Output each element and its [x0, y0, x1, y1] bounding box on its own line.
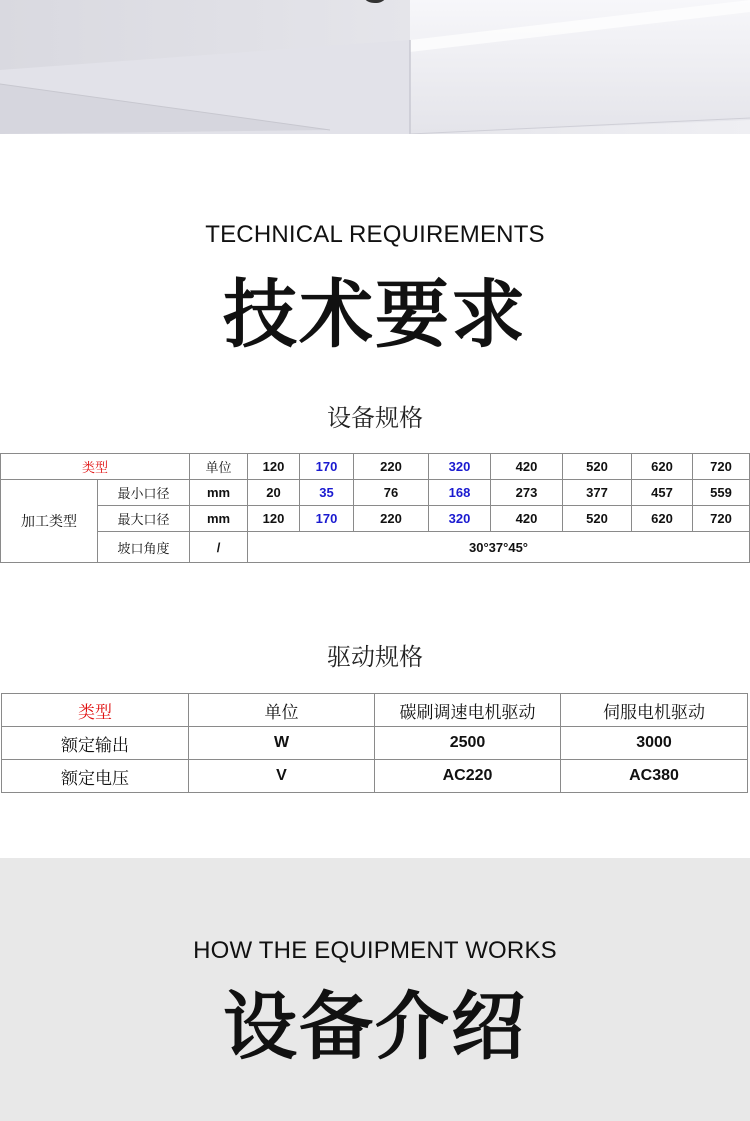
value-cell: 720 [693, 506, 750, 532]
equipment-spec-table [0, 453, 750, 563]
row-unit-cell: W [189, 727, 375, 760]
row-unit-cell: / [190, 532, 248, 563]
equipment-spec-title: 设备规格 [327, 404, 423, 432]
model-header-cell: 720 [693, 454, 750, 480]
technical-requirements-chinese-title: 技术要求 [223, 272, 527, 358]
row-label-cell: 额定电压 [2, 760, 189, 793]
equipment-table-header-row [1, 454, 750, 480]
machine-photo-graphic [0, 0, 750, 134]
table-row [1, 480, 750, 506]
drive-table-header-row [2, 694, 748, 727]
value-cell: 20 [248, 480, 300, 506]
brush-motor-header-cell: 碳刷调速电机驱动 [375, 694, 561, 727]
processing-type-group-cell: 加工类型 [1, 480, 98, 563]
model-header-cell: 170 [300, 454, 354, 480]
servo-motor-header-cell: 伺服电机驱动 [561, 694, 748, 727]
value-cell: 457 [632, 480, 693, 506]
value-cell: 76 [354, 480, 429, 506]
technical-requirements-english-title: TECHNICAL REQUIREMENTS [205, 221, 545, 248]
hero-image [0, 0, 750, 134]
value-cell: 120 [248, 506, 300, 532]
how-equipment-works-english-title: HOW THE EQUIPMENT WORKS [193, 937, 557, 964]
row-label-cell: 额定输出 [2, 727, 189, 760]
type-header-cell: 类型 [2, 694, 189, 727]
drive-spec-table [1, 693, 748, 793]
table-row [2, 760, 748, 793]
equipment-intro-chinese-title: 设备介绍 [223, 984, 527, 1070]
value-cell: 273 [491, 480, 563, 506]
row-label-cell: 最小口径 [98, 480, 190, 506]
row-label-cell: 坡口角度 [98, 532, 190, 563]
value-cell: 420 [491, 506, 563, 532]
value-cell: AC380 [561, 760, 748, 793]
model-header-cell: 320 [429, 454, 491, 480]
bevel-angle-value-cell: 30°37°45° [248, 532, 750, 563]
type-header-cell: 类型 [1, 454, 190, 480]
row-unit-cell: V [189, 760, 375, 793]
value-cell: 170 [300, 506, 354, 532]
value-cell: 377 [563, 480, 632, 506]
value-cell: 220 [354, 506, 429, 532]
drive-spec-title: 驱动规格 [327, 643, 423, 671]
model-header-cell: 420 [491, 454, 563, 480]
value-cell: 559 [693, 480, 750, 506]
value-cell: 520 [563, 506, 632, 532]
value-cell: 35 [300, 480, 354, 506]
unit-header-cell: 单位 [189, 694, 375, 727]
row-unit-cell: mm [190, 480, 248, 506]
value-cell: 168 [429, 480, 491, 506]
row-label-cell: 最大口径 [98, 506, 190, 532]
value-cell: 320 [429, 506, 491, 532]
value-cell: AC220 [375, 760, 561, 793]
value-cell: 3000 [561, 727, 748, 760]
value-cell: 2500 [375, 727, 561, 760]
model-header-cell: 620 [632, 454, 693, 480]
unit-header-cell: 单位 [190, 454, 248, 480]
model-header-cell: 220 [354, 454, 429, 480]
model-header-cell: 120 [248, 454, 300, 480]
row-unit-cell: mm [190, 506, 248, 532]
table-row [2, 727, 748, 760]
model-header-cell: 520 [563, 454, 632, 480]
table-row [1, 532, 750, 563]
value-cell: 620 [632, 506, 693, 532]
table-row [1, 506, 750, 532]
